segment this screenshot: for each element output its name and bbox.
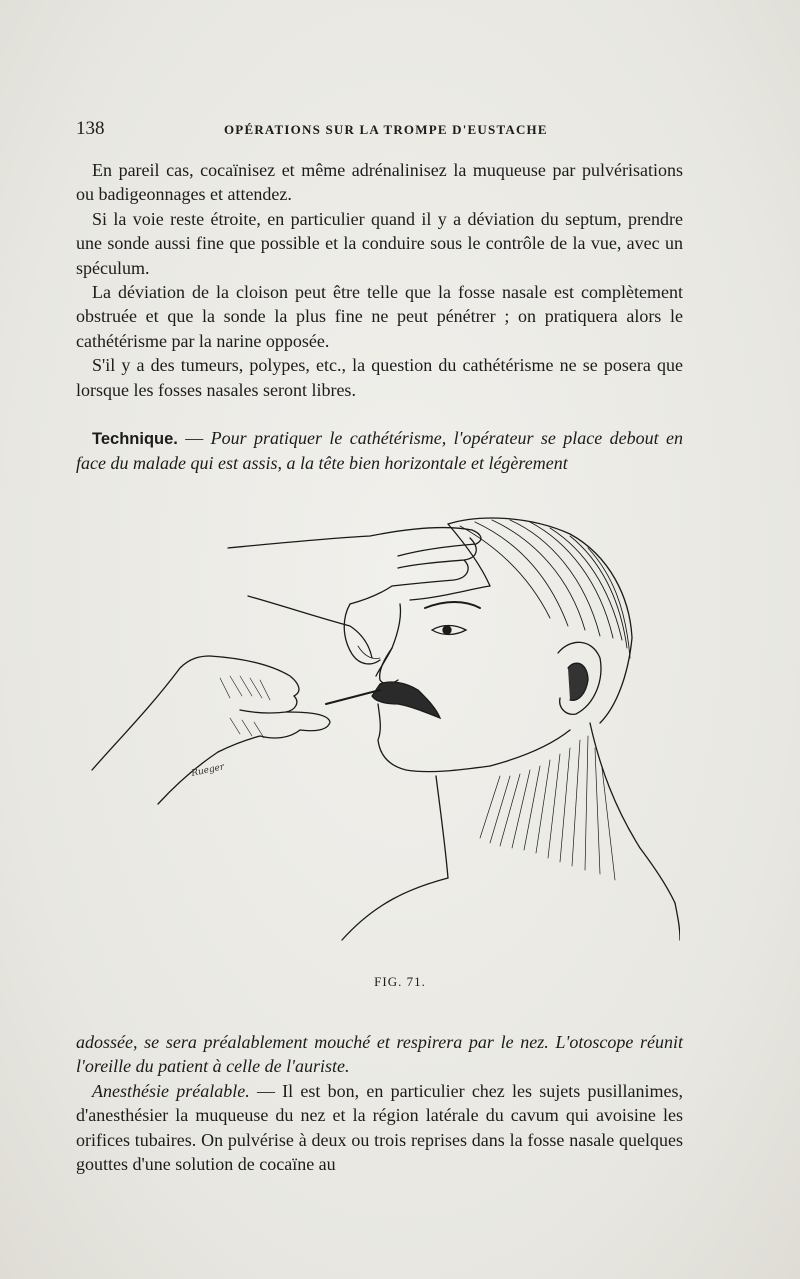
technique-heading: Technique. [92,430,178,448]
paragraph-2: Si la voie reste étroite, en particulier quand il y a déviation du septum, prendre une sonde aussi fine que possible et la conduire sous le contrôle de la vue, avec un spéculum. [76,208,683,278]
page-number: 138 [76,118,105,139]
catheterism-engraving [80,508,680,948]
body-text-bottom [76,1030,683,1176]
technique-dash: — [177,428,211,448]
technique-paragraph [76,426,683,476]
anesthesia-heading: Anesthésie préalable. [92,1080,250,1101]
paragraph-4: S'il y a des tumeurs, polypes, etc., la question du cathétérisme ne se posera que lorsque les fosses nasales seront libres. [76,355,683,400]
continuation-paragraph: adossée, se sera préalablement mouché et respirera par le nez. L'otoscope réunit l'oreille du patient à celle de l'auriste. [76,1032,683,1077]
figure-caption: FIG. 71. [374,974,426,989]
figure-illustration [80,508,680,948]
paragraph-1: En pareil cas, cocaïnisez et même adrénalinisez la muqueuse par pulvérisations ou badigeonnages et attendez. [76,160,683,205]
engraver-signature: Rueger [190,762,226,779]
running-title: OPÉRATIONS SUR LA TROMPE D'EUSTACHE [224,122,548,137]
anesthesia-text: — Il est bon, en particulier chez les sujets pusillanimes, d'anesthésier la muqueuse du nez et la région latérale du cavum qui avoisine les orifices tubaires. On pulvérise à deux ou trois reprises dans la fosse nasale quelques gouttes d'une solution de cocaïne au [76,1080,683,1175]
paragraph-3: La déviation de la cloison peut être telle que la fosse nasale est complètement obstruée et que la sonde la plus fine ne peut pénétrer ; on pratiquera alors le cathétérisme par la narine opposée. [76,282,683,351]
body-text-top [76,158,683,402]
technique-text: Pour pratiquer le cathétérisme, l'opérateur se place debout en face du malade qui est assis, a la tête bien horizontale et légèrement [76,428,683,474]
